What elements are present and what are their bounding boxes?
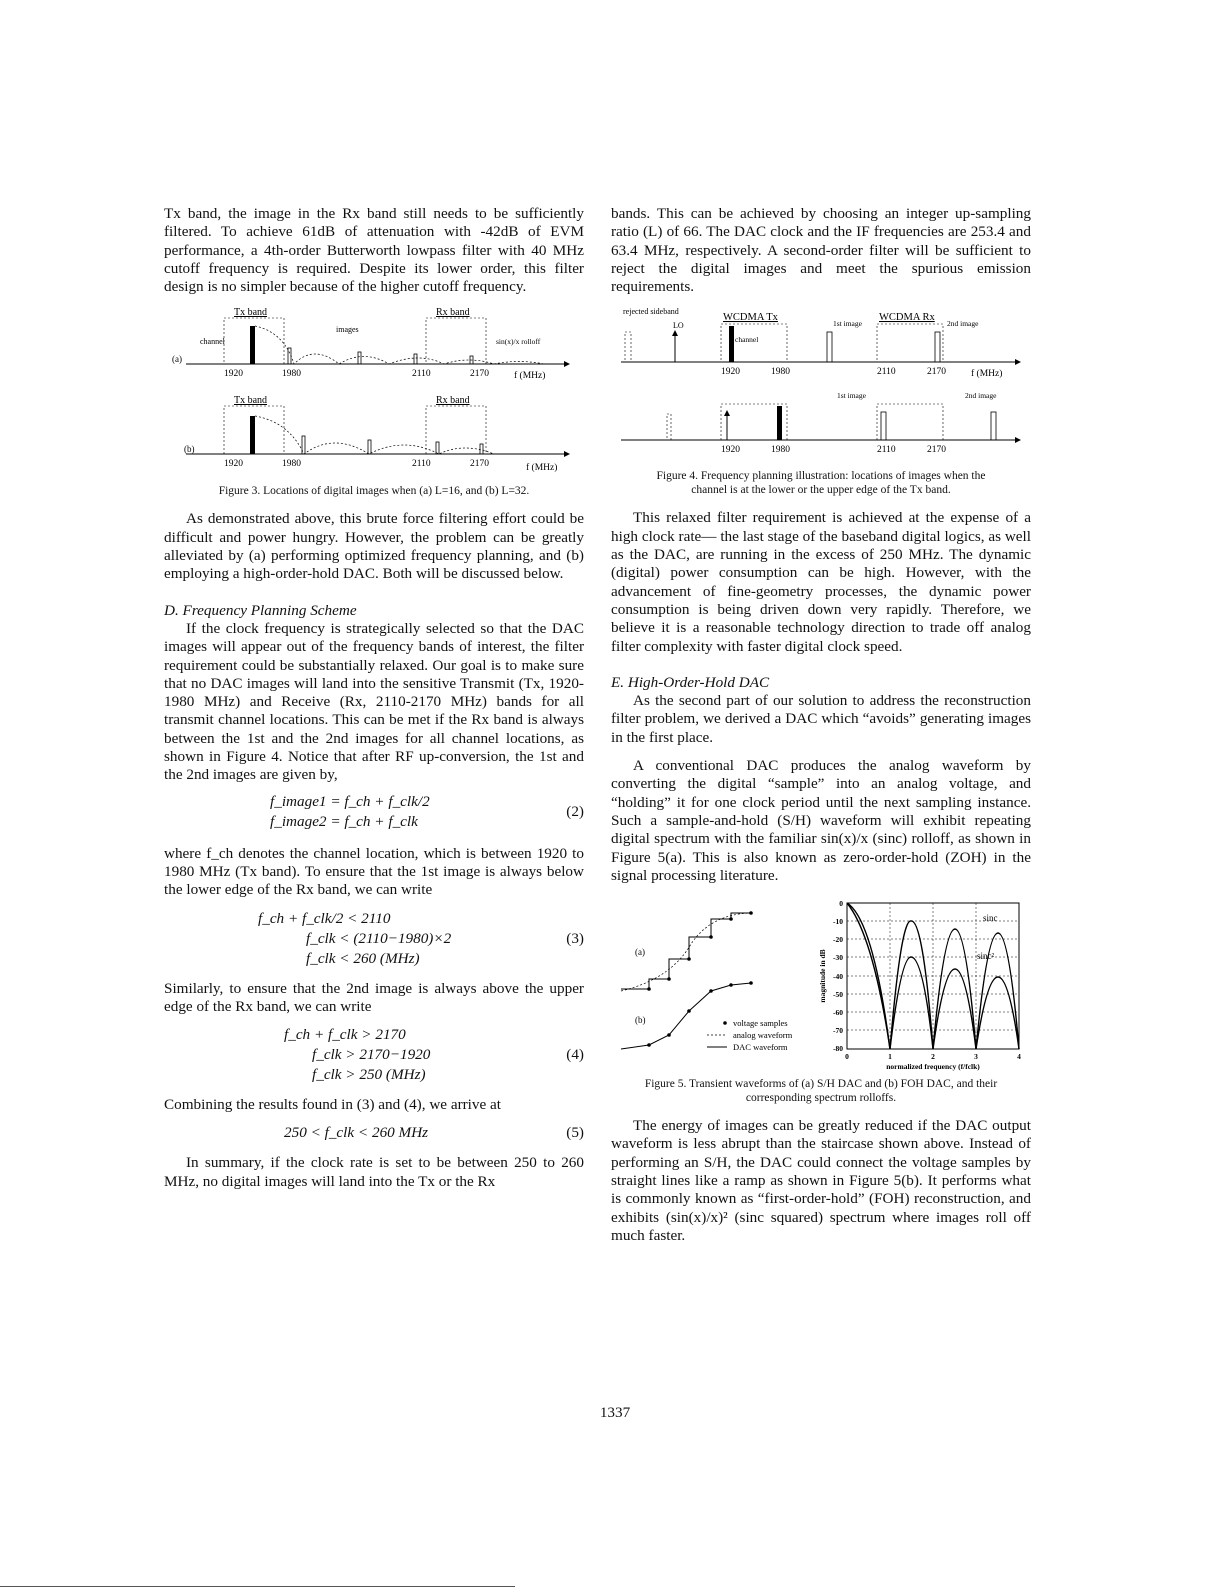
fig4-tick: 1920	[721, 445, 740, 456]
fig5-xtick: 3	[974, 1052, 978, 1062]
eq2-number: (2)	[566, 802, 584, 820]
eq4-line: f_clk > 2170−1920	[312, 1046, 431, 1064]
fig5-xtick: 4	[1017, 1052, 1021, 1062]
fig5-ytick: -40	[833, 972, 843, 982]
paragraph: This relaxed filter requirement is achieved at the expense of a high clock rate— the last stage of the baseband digital logics, as well as the DAC, are running in the excess of 250 MHz. The dynamic (digital) power consumption can be high. However, with the advancement of fine-geometry processes, the dynamic power consumption is being driven down very rapidly. Therefore, we believe it is a reasonable technology direction to trade off analog filter complexity with faster digital clock speed.	[611, 509, 1031, 655]
fig4-axis: f (MHz)	[971, 369, 1003, 380]
fig5-ytick: -10	[833, 917, 843, 927]
equation-3	[164, 908, 584, 972]
eq3-line: f_clk < 260 (MHz)	[306, 949, 420, 967]
fig5a-label: (a)	[635, 947, 645, 958]
fig5-ytick: -70	[833, 1026, 843, 1036]
figure-4	[611, 304, 1031, 469]
fig5-ytick: -80	[833, 1044, 843, 1054]
paragraph: If the clock frequency is strategically selected so that the DAC images will appear out of the frequency bands of interest, the filter requirement could be substantially relaxed. Our goal is to make sure that no DAC images will land into the sensitive Transmit (Tx, 1920-1980 MHz) and Receive (Rx, 2110-2170 MHz) bands for all transmit channel locations. This can be met if the Rx band is always between the 1st and the 2nd images for all channel locations, as shown in Figure 4. Notice that after RF up-conversion, the 1st and the 2nd images are given by,	[164, 619, 584, 784]
eq4-line: f_clk > 250 (MHz)	[312, 1066, 426, 1084]
fig3b-tx: Tx band	[234, 395, 268, 407]
figure-4-graphic	[611, 304, 1031, 469]
right-column	[611, 205, 1031, 1245]
eq4-number: (4)	[566, 1046, 584, 1064]
section-heading: D. Frequency Planning Scheme	[164, 601, 357, 619]
eq5-line: 250 < f_clk < 260 MHz	[284, 1124, 429, 1142]
fig4-tick: 2110	[877, 367, 896, 378]
fig3b-tick: 2170	[470, 459, 489, 470]
fig4-tick: 1920	[721, 367, 740, 378]
page-number: 1337	[599, 1404, 631, 1421]
paragraph: Similarly, to ensure that the 2nd image is always above the upper edge of the Rx band, we can write	[164, 979, 584, 1015]
fig5-xtick: 0	[845, 1052, 849, 1062]
eq3-line: f_ch + f_clk/2 < 2110	[258, 909, 391, 927]
fig5-ytick: -20	[833, 935, 843, 945]
figure-4-caption: Figure 4. Frequency planning illustration: locations of images when the channel is at the lower or the upper edge of the Tx band.	[656, 470, 986, 497]
fig4-img2: 2nd image	[947, 319, 979, 329]
fig3a-axis: f (MHz)	[514, 371, 546, 382]
fig5-xlabel: normalized frequency (f/fclk)	[886, 1062, 980, 1072]
figure-5	[611, 899, 1031, 1077]
paragraph: Tx band, the image in the Rx band still needs to be sufficiently filtered. To achieve 61dB of attenuation with -42dB of EVM performance, a 4th-order Butterworth lowpass filter with 40 MHz cutoff frequency is required. Despite its lower order, this filter design is no simpler because of the higher cutoff frequency.	[164, 205, 584, 296]
fig3a-tick: 1980	[282, 369, 301, 380]
fig3a-label: (a)	[172, 354, 182, 365]
eq5-number: (5)	[566, 1124, 584, 1142]
fig5b-label: (b)	[635, 1015, 646, 1026]
fig5-xtick: 1	[888, 1052, 892, 1062]
fig3a-images: images	[336, 325, 359, 335]
paragraph: A conventional DAC produces the analog waveform by converting the digital “sample” into an analog voltage, and “holding” it for one clock period until the next sampling instance. Such a sample-and-hold (S/H) waveform will exhibit repeating digital spectrum with the familiar sin(x)/x (sinc) rolloff, as shown in Figure 5(a). This is also known as zero-order-hold (ZOH) in the signal processing literature.	[611, 757, 1031, 884]
fig3b-tick: 1980	[282, 459, 301, 470]
fig5-sinc2-label: sinc²	[977, 951, 995, 962]
fig4-lo: LO	[673, 321, 684, 331]
paragraph: bands. This can be achieved by choosing an integer up-sampling ratio (L) of 66. The DAC clock and the IF frequencies are 253.4 and 63.4 MHz, respectively. A second-order filter will be sufficient to reject the digital images and meet the spurious emission requirements.	[611, 205, 1031, 296]
fig4-tick: 2170	[927, 445, 946, 456]
fig3b-rx: Rx band	[436, 395, 470, 407]
fig3a-tick: 2110	[412, 369, 431, 380]
fig4-wrx: WCDMA Rx	[879, 312, 935, 324]
fig5-legend-item: voltage samples	[733, 1018, 788, 1029]
fig3b-tick: 1920	[224, 459, 243, 470]
figure-5-graphic	[611, 899, 1031, 1077]
equation-5	[164, 1122, 584, 1146]
bottom-rule	[0, 1586, 515, 1587]
paragraph: Combining the results found in (3) and (4), we arrive at	[164, 1096, 501, 1114]
fig5-ytick: -50	[833, 990, 843, 1000]
fig5-ytick: -60	[833, 1008, 843, 1018]
section-heading: E. High-Order-Hold DAC	[611, 673, 770, 691]
figure-3-graphic	[164, 304, 584, 482]
paragraph: As the second part of our solution to address the reconstruction filter problem, we derived a DAC which “avoids” generating images in the first place.	[611, 692, 1031, 746]
fig3a-tx: Tx band	[234, 307, 268, 319]
fig3a-rolloff: sin(x)/x rolloff	[496, 337, 541, 347]
figure-3	[164, 304, 584, 482]
fig4-channel: channel	[735, 335, 759, 345]
fig5-sinc-label: sinc	[983, 913, 998, 924]
paragraph: The energy of images can be greatly reduced if the DAC output waveform is less abrupt than the staircase shown above. Instead of performing an S/H, the DAC could connect the voltage samples by straight lines like a ramp as shown in Figure 5(b). It performs what is commonly known as “first-order-hold” (FOH) reconstruction, and exhibits (sin(x)/x)² (sinc squared) spectrum where images roll off much faster.	[611, 1117, 1031, 1244]
eq3-number: (3)	[566, 929, 584, 947]
left-column	[164, 205, 584, 1191]
equation-2	[164, 791, 584, 835]
paragraph: In summary, if the clock rate is set to be between 250 to 260 MHz, no digital images will land into the Tx or the Rx	[164, 1154, 584, 1190]
fig4-tick: 2170	[927, 367, 946, 378]
fig3a-tick: 1920	[224, 369, 243, 380]
eq2-line: f_image1 = f_ch + f_clk/2	[270, 792, 430, 810]
fig5-ylabel: magnitude in dB	[818, 949, 827, 1003]
fig3b-label: (b)	[184, 444, 195, 455]
figure-3-caption: Figure 3. Locations of digital images when (a) L=16, and (b) L=32.	[218, 485, 530, 498]
fig4-wtx: WCDMA Tx	[723, 312, 778, 324]
fig4-img2: 2nd image	[965, 391, 997, 401]
fig4-tick: 1980	[771, 445, 790, 456]
fig4-img1: 1st image	[837, 391, 866, 401]
equation-4	[164, 1024, 584, 1088]
fig4-rejected: rejected sideband	[623, 307, 679, 317]
fig5-legend-item: DAC waveform	[733, 1042, 788, 1053]
fig4-img1: 1st image	[833, 319, 862, 329]
fig3a-channel: channel	[200, 337, 225, 347]
fig3a-rx: Rx band	[436, 307, 470, 319]
eq2-line: f_image2 = f_ch + f_clk	[270, 812, 418, 830]
fig3a-tick: 2170	[470, 369, 489, 380]
paragraph: where f_ch denotes the channel location, which is between 1920 to 1980 MHz (Tx band). To ensure that the 1st image is always below the lower edge of the Rx band, we can write	[164, 844, 584, 899]
fig4-tick: 1980	[771, 367, 790, 378]
fig3b-axis: f (MHz)	[526, 463, 558, 474]
fig5-ytick: -30	[833, 953, 843, 963]
fig5-ytick: 0	[839, 899, 843, 909]
figure-5-caption: Figure 5. Transient waveforms of (a) S/H DAC and (b) FOH DAC, and their corresponding spectrum rolloffs.	[644, 1078, 998, 1105]
fig4-tick: 2110	[877, 445, 896, 456]
eq4-line: f_ch + f_clk > 2170	[284, 1026, 406, 1044]
paragraph: As demonstrated above, this brute force filtering effort could be difficult and power hungry. However, the problem can be greatly alleviated by (a) performing optimized frequency planning, and (b) employing a high-order-hold DAC. Both will be discussed below.	[164, 510, 584, 583]
fig5-xtick: 2	[931, 1052, 935, 1062]
fig5-legend-item: analog waveform	[733, 1030, 793, 1041]
eq3-line: f_clk < (2110−1980)×2	[306, 929, 452, 947]
fig3b-tick: 2110	[412, 459, 431, 470]
